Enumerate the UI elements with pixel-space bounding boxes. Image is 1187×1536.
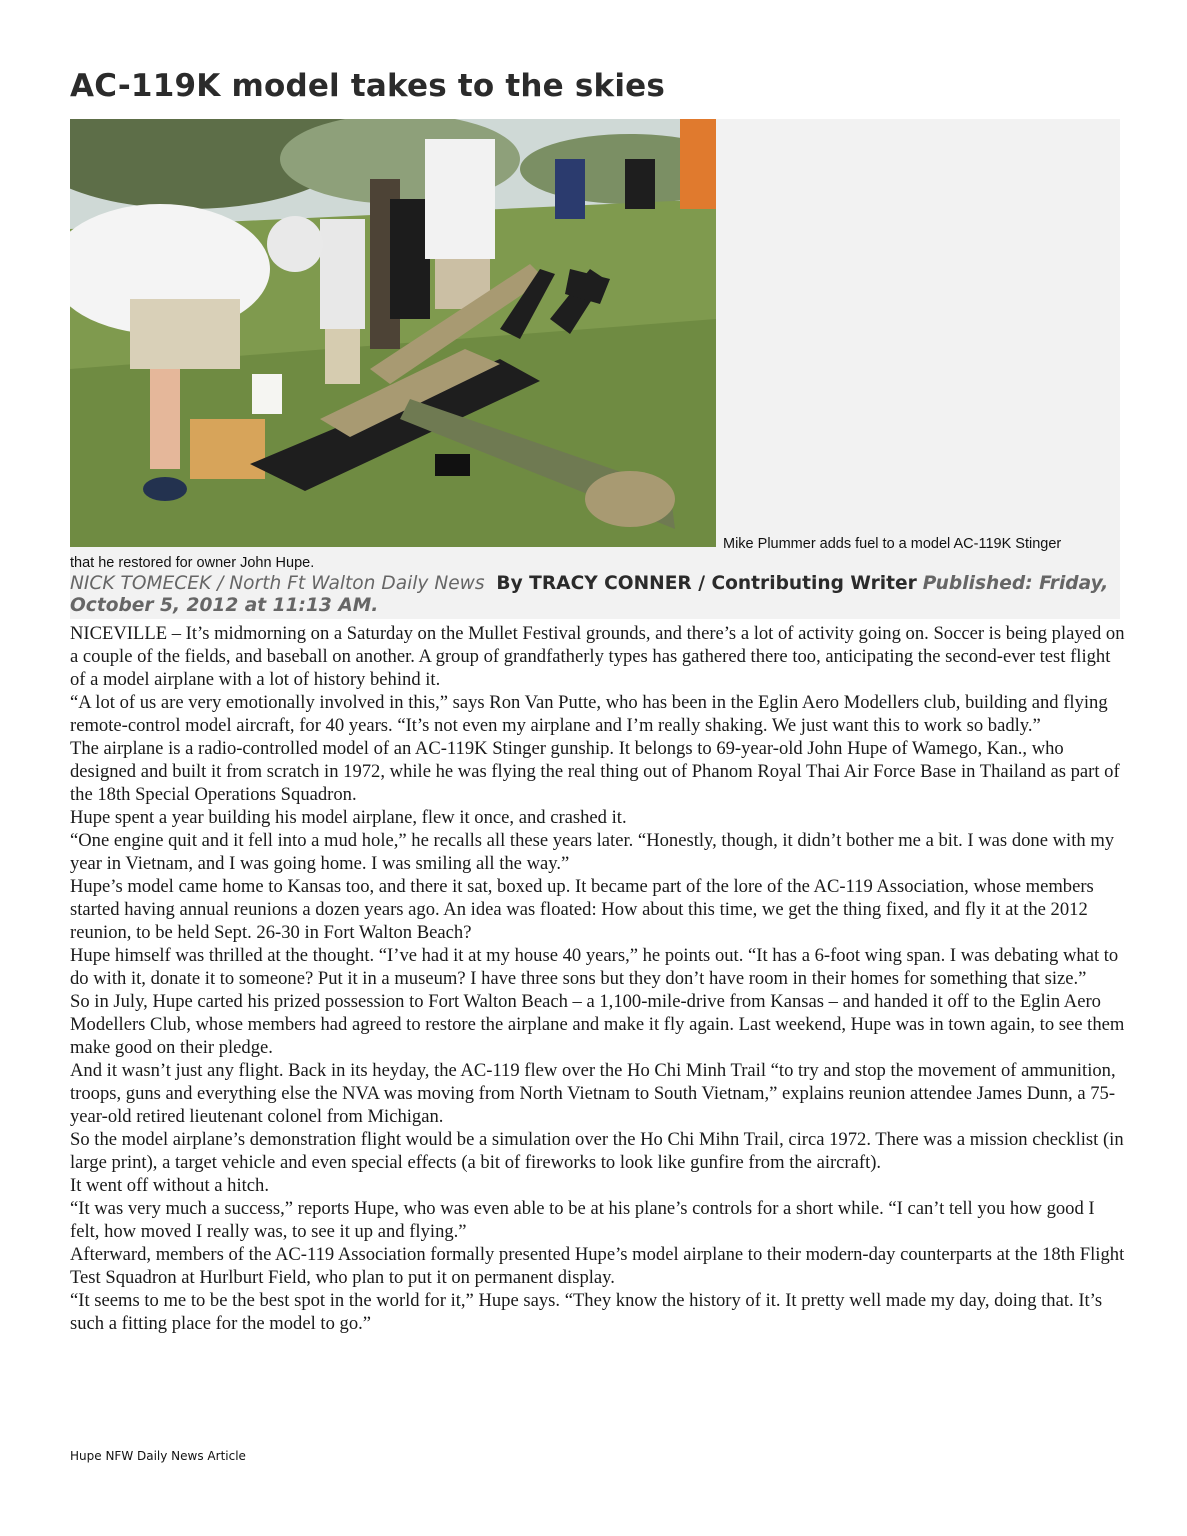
photo-caption-line-2: that he restored for owner John Hupe. xyxy=(70,555,315,571)
paragraph: “One engine quit and it fell into a mud hole,” he recalls all these years later. “Honestly, though, it didn’t bother me a bit. I was done with my year in Vietnam, and I was going home. I was smiling all the way.” xyxy=(70,830,1115,874)
article-photo xyxy=(70,119,716,547)
paragraph: So the model airplane’s demonstration flight would be a simulation over the Ho Chi Mihn Trail, circa 1972. There was a mission checklist (in large print), a target vehicle and even special effects (a bit of fireworks to look like gunfire from the aircraft). xyxy=(70,1129,1124,1173)
paragraph: NICEVILLE – It’s midmorning on a Saturday on the Mullet Festival grounds, and there’s a lot of activity going on. Soccer is being played on a couple of the fields, and baseball on another. A group of grandfatherly types has gathered there too, anticipating the second-ever test flight of a model airplane with a lot of history behind it. xyxy=(70,623,1125,690)
paragraph: “A lot of us are very emotionally involved in this,” says Ron Van Putte, who has been in the Eglin Aero Modellers club, building and flying remote-control model aircraft, for 40 years. “It’s not even my airplane and I’m really shaking. We just want this to work so badly.” xyxy=(70,692,1108,736)
paragraph: The airplane is a radio-controlled model of an AC-119K Stinger gunship. It belongs to 69-year-old John Hupe of Wamego, Kan., who designed and built it from scratch in 1972, while he was flying the real thing out of Phanom Royal Thai Air Force Base in Thailand as part of the 18th Special Operations Squadron. xyxy=(70,738,1120,805)
paragraph: It went off without a hitch. xyxy=(70,1175,269,1196)
article-headline: AC-119K model takes to the skies xyxy=(70,68,666,104)
paragraph: Afterward, members of the AC-119 Association formally presented Hupe’s model airplane to their modern-day counterparts at the 18th Flight Test Squadron at Hurlburt Field, who plan to put it on permanent display. xyxy=(70,1244,1125,1288)
page-footer: Hupe NFW Daily News Article xyxy=(70,1449,246,1463)
paragraph: “It seems to me to be the best spot in the world for it,” Hupe says. “They know the history of it. It pretty well made my day, doing that. It’s such a fitting place for the model to go.” xyxy=(70,1290,1103,1334)
published-date: Published: Friday, October 5, 2012 at 11:13 AM. xyxy=(70,573,1109,616)
photo-credit: NICK TOMECEK / North Ft Walton Daily News xyxy=(70,573,485,594)
paragraph: And it wasn’t just any flight. Back in its heyday, the AC-119 flew over the Ho Chi Minh Trail “to try and stop the movement of ammunition, troops, guns and everything else the NVA was moving from North Vietnam to South Vietnam,” explains reunion attendee James Dunn, a 75-year-old retired lieutenant colonel from Michigan. xyxy=(70,1060,1116,1127)
paragraph: Hupe spent a year building his model airplane, flew it once, and crashed it. xyxy=(70,807,627,828)
photo-caption-line-1: Mike Plummer adds fuel to a model AC-119K Stinger xyxy=(723,536,1062,552)
paragraph: “It was very much a success,” reports Hupe, who was even able to be at his plane’s controls for a short while. “I can’t tell you how good I felt, how moved I really was, to see it up and flying.” xyxy=(70,1198,1095,1242)
credit-line xyxy=(70,573,1120,617)
paragraph: So in July, Hupe carted his prized possession to Fort Walton Beach – a 1,100-mile-drive from Kansas – and handed it off to the Eglin Aero Modellers Club, whose members had agreed to restore the airplane and make it fly again. Last weekend, Hupe was in town again, to see them make good on their pledge. xyxy=(70,991,1125,1058)
article-body xyxy=(70,622,1125,1335)
byline: By TRACY CONNER / Contributing Writer xyxy=(496,573,917,594)
paragraph: Hupe’s model came home to Kansas too, and there it sat, boxed up. It became part of the lore of the AC-119 Association, whose members started having annual reunions a dozen years ago. An idea was floated: How about this time, we get the thing fixed, and fly it at the 2012 reunion, to be held Sept. 26-30 in Fort Walton Beach? xyxy=(70,876,1094,943)
paragraph: Hupe himself was thrilled at the thought. “I’ve had it at my house 40 years,” he points out. “It has a 6-foot wing span. I was debating what to do with it, donate it to someone? Put it in a museum? I have three sons but they don’t have room in their homes for something that size.” xyxy=(70,945,1119,989)
